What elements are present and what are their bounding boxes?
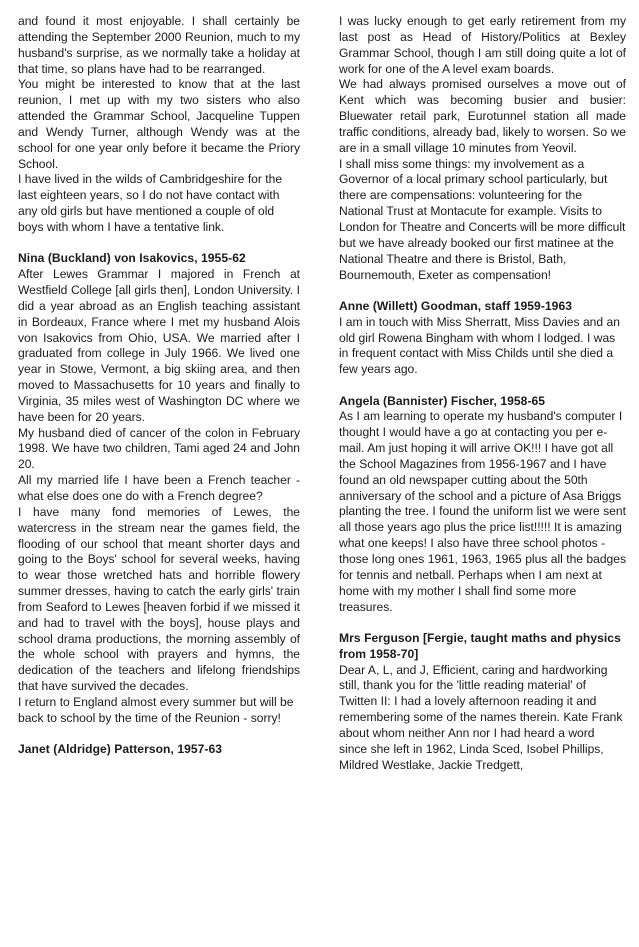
- body-paragraph: Dear A, L, and J, Efficient, caring and hardworking still, thank you for the 'little reading material' of Twitten II: I had a lovely afternoon reading it and remembering some of the names therein. Kate Frank about whom neither Ann nor I had heard a word since she left in 1962, Linda Sced, Isobel Phillips, Mildred Westlake, Jackie Tredgett,: [339, 662, 623, 772]
- body-paragraph: I have many fond memories of Lewes, the watercress in the stream near the games field, the flooding of our school that meant shorter days and going to the Boys' school for several weeks, having to wear those wretched hats and horrible flowery summer dresses, having to catch the early girls' train from Seaford to Lewes [heaven forbid if we missed it and had to travel with the boys], house plays and school drama productions, the morning assembly of the whole school with prayers and hymns, the dedication of the teachers and lifelong friendships that have survived the decades.: [18, 504, 300, 694]
- body-paragraph: As I am learning to operate my husband's computer I thought I would have a go at contacting you per e-mail. Am just hoping it will arrive OK!!! I have got all the School Magazines from 1956-1967 and I have found an old newspaper cutting about the 50th anniversary of the school and a picture of Asa Briggs planting the tree. I found the uniform list we were sent all those years ago plus the price list!!!!! It is amazing what one keeps! I also have three school photos - those long ones 1961, 1963, 1965 plus all the badges for tennis and netball. Perhaps when I am next at home with my mother I shall find some more treasures.: [339, 409, 626, 614]
- contributor-heading: Angela (Bannister) Fischer, 1958-65: [339, 393, 546, 408]
- left-text-column: [0, 14, 320, 758]
- body-paragraph: My husband died of cancer of the colon in February 1998. We have two children, Tami aged 24 and John 20.: [18, 425, 300, 472]
- body-paragraph: and found it most enjoyable. I shall certainly be attending the September 2000 Reunion, much to my husband's surprise, as we normally take a holiday at that time, so plans have had to be rearranged.: [18, 14, 300, 76]
- body-paragraph: You might be interested to know that at the last reunion, I met up with my two sisters who also attended the Grammar School, Jacqueline Tuppen and Wendy Turner, although Wendy was at the school for one year only before it became the Priory School.: [18, 77, 300, 171]
- right-text-column: [320, 14, 639, 773]
- body-paragraph: I am in touch with Miss Sherratt, Miss Davies and an old girl Rowena Bingham with whom I lodged. I was in frequent contact with Miss Childs until she died a few years ago.: [339, 314, 620, 377]
- body-paragraph: I shall miss some things: my involvement as a Governor of a local primary school particularly, but there are compensations: volunteering for the National Trust at Montacute for example. Visits to London for Theatre and Concerts will be more difficult but we have already booked our first matinee at the National Theatre and there is Bristol, Bath, Bournemouth, Exeter as compensation!: [339, 156, 626, 282]
- contributor-heading: Nina (Buckland) von Isakovics, 1955-62: [18, 251, 246, 266]
- body-paragraph: I return to England almost every summer but will be back to school by the time of the Reunion - sorry!: [18, 694, 294, 725]
- paragraph-spacer: [339, 378, 626, 394]
- two-column-layout: [0, 14, 639, 947]
- body-paragraph: I have lived in the wilds of Cambridgeshire for the last eighteen years, so I do not have contact with any old girls but have mentioned a couple of old boys with whom I have a tentative link.: [18, 172, 283, 234]
- body-paragraph: After Lewes Grammar I majored in French at Westfield College [all girls then], London University. I did a year abroad as an English teaching assistant in Bordeaux, France where I met my husband Alois von Isakovics from Ohio, USA. We married after I graduated from college in July 1966. We lived one year in Stowe, Vermont, a big skiing area, and then moved to Massachusetts for 10 years and finally to Virginia, 35 miles west of Washington DC where we have been for 20 years.: [18, 267, 300, 424]
- body-paragraph: We had always promised ourselves a move out of Kent which was becoming busier and busier: Bluewater retail park, Eurotunnel station all made traffic conditions, already bad, likely to worsen. So we are in a small village 10 minutes from Yeovil.: [339, 77, 626, 155]
- contributor-heading: Mrs Ferguson [Fergie, taught maths and physics from 1958-70]: [339, 630, 621, 661]
- body-paragraph: All my married life I have been a French teacher - what else does one do with a French degree?: [18, 473, 300, 503]
- paragraph-spacer: [18, 236, 300, 252]
- paragraph-spacer: [339, 283, 626, 299]
- contributor-heading: Janet (Aldridge) Patterson, 1957-63: [18, 742, 223, 757]
- paragraph-spacer: [339, 615, 626, 631]
- contributor-heading: Anne (Willett) Goodman, staff 1959-1963: [339, 298, 573, 313]
- body-paragraph: I was lucky enough to get early retirement from my last post as Head of History/Politics at Bexley Grammar School, though I am still doing quite a lot of work for one of the A level exam boards.: [339, 14, 626, 76]
- paragraph-spacer: [18, 727, 300, 743]
